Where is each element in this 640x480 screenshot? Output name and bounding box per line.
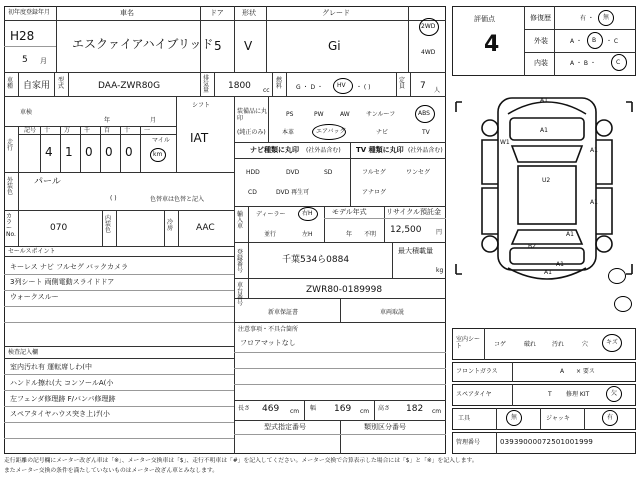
drive-4wd: 4WD — [421, 49, 436, 56]
disp-value: 1800 — [228, 81, 251, 91]
recycle-value: 12,500 — [390, 225, 422, 235]
repair-label: 修復歴 — [530, 14, 551, 22]
mileage-label: 走行 — [7, 139, 14, 152]
model-year-unknown: 不明 — [364, 231, 377, 238]
inspector-line-2: ハンドル擦れ(大 コンソールA(小 — [10, 379, 114, 387]
car-body-diagram — [452, 84, 636, 316]
height-label: 高さ — [378, 405, 391, 412]
notes-line-1: フロアマットなし — [240, 339, 296, 347]
ext-color-note: 色替車は色替と記入 — [150, 196, 205, 203]
sales-point-line-3: ウォークスルー — [10, 293, 59, 301]
diag-mark-4: U2 — [542, 177, 551, 184]
nav-dvd: DVD — [286, 169, 300, 176]
ac-label: 冷房 — [167, 219, 174, 232]
fuel-opts: G ・ D ・ — [296, 84, 323, 91]
recycle-label: リサイクル預託金 — [386, 208, 442, 216]
tv-type-title: TV 種類に丸印 — [356, 146, 404, 154]
spare-kit: 修理 KIT — [566, 391, 590, 398]
chassis-label: 車台番号 — [237, 282, 244, 307]
km-label: km — [153, 151, 163, 158]
sales-points-label: セールスポイント — [8, 248, 56, 255]
recycle-unit: 円 — [436, 229, 443, 236]
interior-color-label: 内装色 — [105, 215, 112, 234]
parallel-value: 並行 — [264, 231, 277, 238]
diag-mark-8: A1 — [566, 231, 574, 238]
reg-number-label: 登録番号 — [237, 249, 244, 274]
spare-missing: 欠 — [611, 390, 618, 397]
left-rear-wheel — [482, 236, 498, 252]
tv-type-note: (社外品含む) — [408, 147, 443, 154]
spare-t: T — [548, 391, 552, 398]
door-value: 5 — [214, 39, 222, 53]
nav-type-title: ナビ種類に丸印 — [250, 146, 299, 154]
disp-label: 排気量 — [203, 75, 210, 94]
reg-year-label: 初年度登録年月 — [8, 9, 51, 16]
exterior-label: 外装 — [534, 37, 548, 45]
diag-mark-2: W1 — [500, 139, 510, 146]
shape-label: 形状 — [242, 9, 256, 17]
inspector-line-3: 左フェンダ修理跡 F/バンパ修理跡 — [10, 395, 116, 403]
length-value: 469 — [262, 404, 280, 414]
capacity-label: 定員 — [399, 77, 406, 90]
shaken-month-label: 月 — [150, 117, 157, 124]
ext-color-value: パール — [34, 177, 61, 187]
inspector-label: 検査記入欄 — [8, 349, 39, 356]
usage-label: 車種 — [7, 77, 14, 90]
shape-value: V — [244, 39, 253, 53]
sales-point-line-2: 3列シート 両側電動スライドドア — [10, 278, 115, 286]
diag-mark-10: A1 — [544, 269, 552, 276]
exterior-c: ・ C — [606, 38, 619, 45]
digit-header-4: 百 — [104, 127, 111, 134]
fuel-hv: HV — [337, 82, 346, 89]
equip-navi: ナビ — [376, 129, 389, 136]
right-rear-door — [596, 188, 612, 234]
nav-hdd: HDD — [246, 169, 260, 176]
ext-color-paren: ( ) — [110, 195, 117, 202]
drive-2wd: 2WD — [421, 23, 436, 30]
height-unit: cm — [432, 408, 442, 415]
jack-label: ジャッキ — [546, 415, 570, 422]
equipment-label: 装備品に丸印 — [237, 108, 268, 123]
interior-seat-label: 室内シート — [456, 336, 481, 351]
management-label: 管理番号 — [456, 439, 481, 446]
digit-header-5: 十 — [124, 127, 131, 134]
interior-label: 内装 — [534, 59, 548, 67]
model-value: DAA-ZWR80G — [98, 81, 161, 91]
digit-header-2: 万 — [64, 127, 71, 134]
windshield-a: A — [560, 368, 565, 375]
diag-mark-1: A1 — [540, 97, 548, 104]
length-unit: cm — [290, 408, 300, 415]
seat-yabure: 破れ — [524, 341, 537, 348]
diag-mark-6: A1 — [590, 199, 598, 206]
seat-kizu: キズ — [606, 339, 618, 346]
jack-value: 有 — [607, 414, 614, 421]
reg-year-value: H28 — [10, 29, 35, 43]
load-unit: kg — [436, 267, 444, 274]
interior-c: C — [616, 59, 621, 66]
model-year-label: モデル年式 — [332, 208, 367, 216]
mileage-digit-3: 0 — [105, 145, 113, 159]
new-car-warranty: 新車保証書 — [268, 309, 299, 316]
exterior-a: A ・ — [570, 38, 583, 45]
type-designation-label: 型式指定番号 — [264, 423, 306, 431]
seat-ana: 穴 — [582, 341, 589, 348]
equip-aw: AW — [340, 111, 350, 118]
nav-type-note: (社外品含む) — [306, 147, 341, 154]
mileage-digit-1: 1 — [65, 145, 73, 159]
equip-sunroof: サンルーフ — [366, 111, 396, 118]
fuel-label: 燃料 — [276, 77, 283, 90]
spare-tire-label: スペアタイヤ — [456, 391, 492, 398]
right-rear-wheel — [596, 236, 612, 252]
import-label: 輸入車 — [237, 211, 244, 230]
equip-abs: ABS — [418, 110, 430, 117]
tv-fullseg: フルセグ — [362, 169, 386, 176]
tv-analog: アナログ — [362, 189, 387, 196]
owner-manual: 車両取説 — [380, 309, 405, 316]
tools-label: 工具 — [458, 415, 471, 422]
diag-extra-circle-2 — [614, 296, 632, 312]
diag-extra-circle — [608, 268, 626, 284]
usage-value: 自家用 — [23, 81, 51, 91]
footer-line-2: またメーター交換の条件を満たしていないものはメーター改ざん車とみなします。 — [4, 468, 219, 474]
fuel-paren: ・ ( ) — [356, 84, 371, 91]
digit-header-3: 千 — [84, 127, 91, 134]
capacity-unit: 人 — [434, 87, 441, 94]
door-label: ドア — [210, 9, 224, 17]
equip-tv: TV — [422, 129, 430, 136]
left-front-door — [482, 140, 498, 184]
chassis-value: ZWR80-0189998 — [306, 285, 383, 295]
mileage-digit-4: 0 — [125, 145, 133, 159]
grade-value: Gi — [328, 39, 341, 53]
equip-ps: PS — [286, 111, 294, 118]
nav-sd: SD — [324, 169, 333, 176]
inspector-line-1: 室内汚れ有 運転席しわ(中 — [10, 363, 92, 371]
interior-ab: A ・ B ・ — [570, 60, 596, 67]
digit-header-6: 一 — [144, 127, 151, 134]
diag-mark-7: B2 — [528, 243, 536, 250]
diag-mark-3: A1 — [540, 127, 548, 134]
exterior-b: B — [592, 37, 597, 44]
score-value: 4 — [484, 32, 500, 57]
mileage-digit-2: 0 — [85, 145, 93, 159]
diag-mark-9: A1 — [556, 261, 564, 268]
shift-label: シフト — [192, 102, 211, 109]
equip-airbag: エアバッグ — [316, 128, 346, 135]
inspector-line-4: スペアタイヤハウス突き上げ(小 — [10, 410, 110, 418]
score-label: 評価点 — [474, 15, 495, 23]
repair-opts: 有 ・ — [580, 15, 594, 22]
tv-oneseg: ワンセグ — [406, 169, 431, 176]
length-label: 長さ — [238, 405, 251, 412]
roof — [518, 166, 576, 224]
right-front-door — [596, 140, 612, 184]
capacity-value: 7 — [420, 81, 426, 91]
equip-leather: 本革 — [282, 129, 295, 136]
width-unit: cm — [360, 408, 370, 415]
footer-line-1: 走行距離の記号欄にメーター改ざん車は「※」、メーター交換車は「$」、走行不明車は「#」を記入してください。メーター交換で合算表示した場合には「$」と「※」を記入します。 — [4, 458, 478, 464]
sales-point-line-1: キーレス ナビ フルセグ バックカメラ — [10, 263, 129, 271]
reg-number-value: 千葉534ら0884 — [282, 255, 350, 265]
equipment-sub-label: (純正のみ) — [237, 129, 266, 136]
width-value: 169 — [334, 404, 352, 414]
color-no-label: カラーNo. — [6, 213, 16, 238]
nav-dvd-play: DVD 再生可 — [276, 189, 310, 196]
digit-header-0: 記号 — [24, 127, 37, 134]
model-year-unit: 年 — [346, 231, 353, 238]
class-number-label: 類別区分番号 — [364, 423, 406, 431]
color-no-value: 070 — [50, 223, 68, 233]
trunk — [510, 248, 584, 264]
reg-month-value: 5 — [22, 55, 28, 65]
mileage-digit-0: 4 — [45, 145, 53, 159]
management-number: 03939000072501001999 — [500, 438, 594, 446]
month-suffix: 月 — [40, 57, 47, 65]
max-load-label: 最大積載量 — [398, 247, 433, 255]
tools-value: 無 — [511, 414, 518, 421]
repair-circled: 無 — [603, 14, 610, 21]
grade-label: グレード — [322, 9, 350, 17]
mile-label: マイル — [152, 137, 170, 144]
seat-yogore: 汚れ — [552, 341, 565, 348]
shaken-label: 車検 — [20, 109, 33, 116]
disp-unit: cc — [263, 87, 270, 94]
windshield-label: フロントガラス — [456, 368, 498, 375]
shaken-year-label: 年 — [104, 117, 111, 124]
left-hand: 左H — [302, 231, 313, 238]
car-name-label: 車名 — [120, 9, 134, 17]
right-front-wheel — [596, 120, 612, 136]
model-label: 型式 — [58, 77, 65, 90]
notes-label: 注意事項・不具合箇所 — [238, 326, 299, 333]
width-label: 幅 — [310, 405, 317, 412]
windshield — [512, 146, 582, 162]
digit-header-1: 十 — [44, 127, 51, 134]
diag-mark-5: A1 — [590, 147, 598, 154]
shift-value: IAT — [190, 131, 209, 145]
windshield-x: × 要ス — [576, 368, 595, 375]
car-name-value: エスクァイアハイブリッド — [72, 37, 214, 51]
dealer-value: ディーラー — [256, 211, 286, 218]
seat-koge: コゲ — [494, 341, 507, 348]
equip-pw: PW — [314, 111, 324, 118]
ext-color-label: 外装色 — [7, 177, 14, 196]
nav-cd: CD — [248, 189, 257, 196]
height-value: 182 — [406, 404, 424, 414]
left-rear-door — [482, 188, 498, 234]
right-hand: 右H — [302, 210, 313, 217]
ac-value: AAC — [196, 223, 215, 233]
left-front-wheel — [482, 120, 498, 136]
